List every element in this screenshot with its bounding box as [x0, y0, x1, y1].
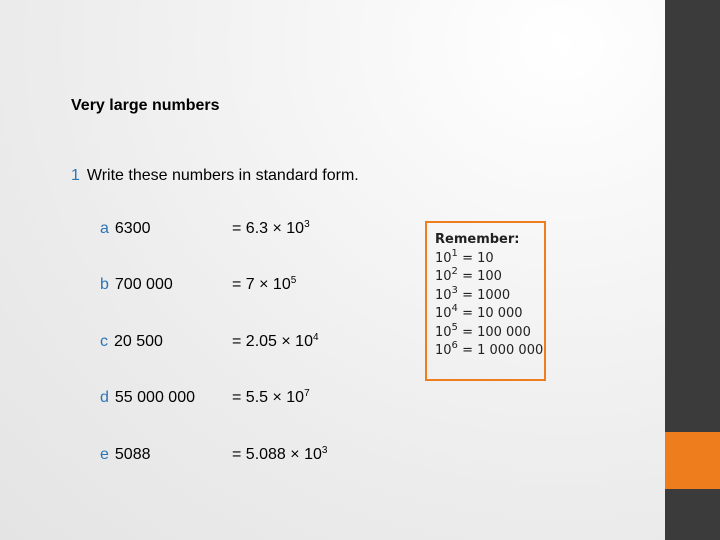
list-item	[100, 220, 151, 238]
remember-exponent: 3	[451, 284, 458, 296]
answer-base: = 7 × 10	[232, 276, 291, 293]
item-letter: e	[100, 446, 109, 463]
remember-base: 10	[435, 343, 452, 358]
remember-exponent: 4	[451, 303, 458, 314]
item-letter: c	[100, 333, 108, 350]
list-item	[100, 446, 151, 464]
item-answer	[232, 276, 296, 294]
sidebar-orange-accent	[665, 432, 720, 489]
item-letter: d	[100, 389, 109, 406]
remember-base: 10	[435, 306, 452, 321]
item-answer	[232, 446, 327, 464]
list-item	[100, 389, 195, 407]
item-number: 55 000 000	[114, 389, 195, 406]
remember-value: = 100 000	[462, 324, 531, 340]
item-letter: b	[100, 276, 109, 293]
remember-title: Remember:	[435, 232, 520, 247]
item-number: 6300	[114, 220, 151, 237]
item-answer	[232, 333, 319, 351]
answer-base: = 6.3 × 10	[232, 220, 305, 237]
remember-base: 10	[435, 269, 452, 284]
question-number: 1	[71, 167, 80, 184]
remember-exponent: 6	[451, 340, 458, 351]
remember-exponent: 1	[451, 247, 458, 259]
answer-exponent: 3	[304, 219, 310, 230]
item-answer	[232, 220, 310, 238]
remember-value: = 10	[462, 250, 494, 266]
remember-base: 10	[435, 324, 452, 340]
remember-value: = 1 000 000	[462, 343, 544, 358]
remember-value: = 1000	[462, 287, 511, 303]
remember-base: 10	[435, 250, 452, 266]
remember-base: 10	[435, 287, 452, 303]
answer-exponent: 5	[290, 275, 297, 286]
answer-exponent: 7	[304, 388, 310, 399]
list-item	[100, 333, 163, 351]
answer-exponent: 4	[312, 332, 319, 343]
list-item	[100, 276, 173, 294]
item-number: 5088	[114, 446, 151, 463]
item-letter: a	[100, 220, 109, 237]
remember-value: = 10 000	[462, 306, 523, 321]
remember-line	[435, 342, 544, 361]
answer-base: = 5.5 × 10	[232, 389, 305, 406]
remember-value: = 100	[462, 269, 502, 284]
item-number: 20 500	[114, 333, 163, 350]
answer-exponent: 3	[321, 445, 328, 456]
page-title: Very large numbers	[71, 97, 220, 114]
item-number: 700 000	[114, 276, 173, 293]
question-text: Write these numbers in standard form.	[86, 167, 359, 184]
question-prompt	[71, 167, 359, 185]
remember-exponent: 2	[451, 266, 458, 277]
answer-base: = 5.088 × 10	[232, 446, 322, 463]
answer-base: = 2.05 × 10	[232, 333, 313, 350]
remember-exponent: 5	[451, 321, 458, 333]
item-answer	[232, 389, 310, 407]
remember-box	[425, 221, 546, 381]
